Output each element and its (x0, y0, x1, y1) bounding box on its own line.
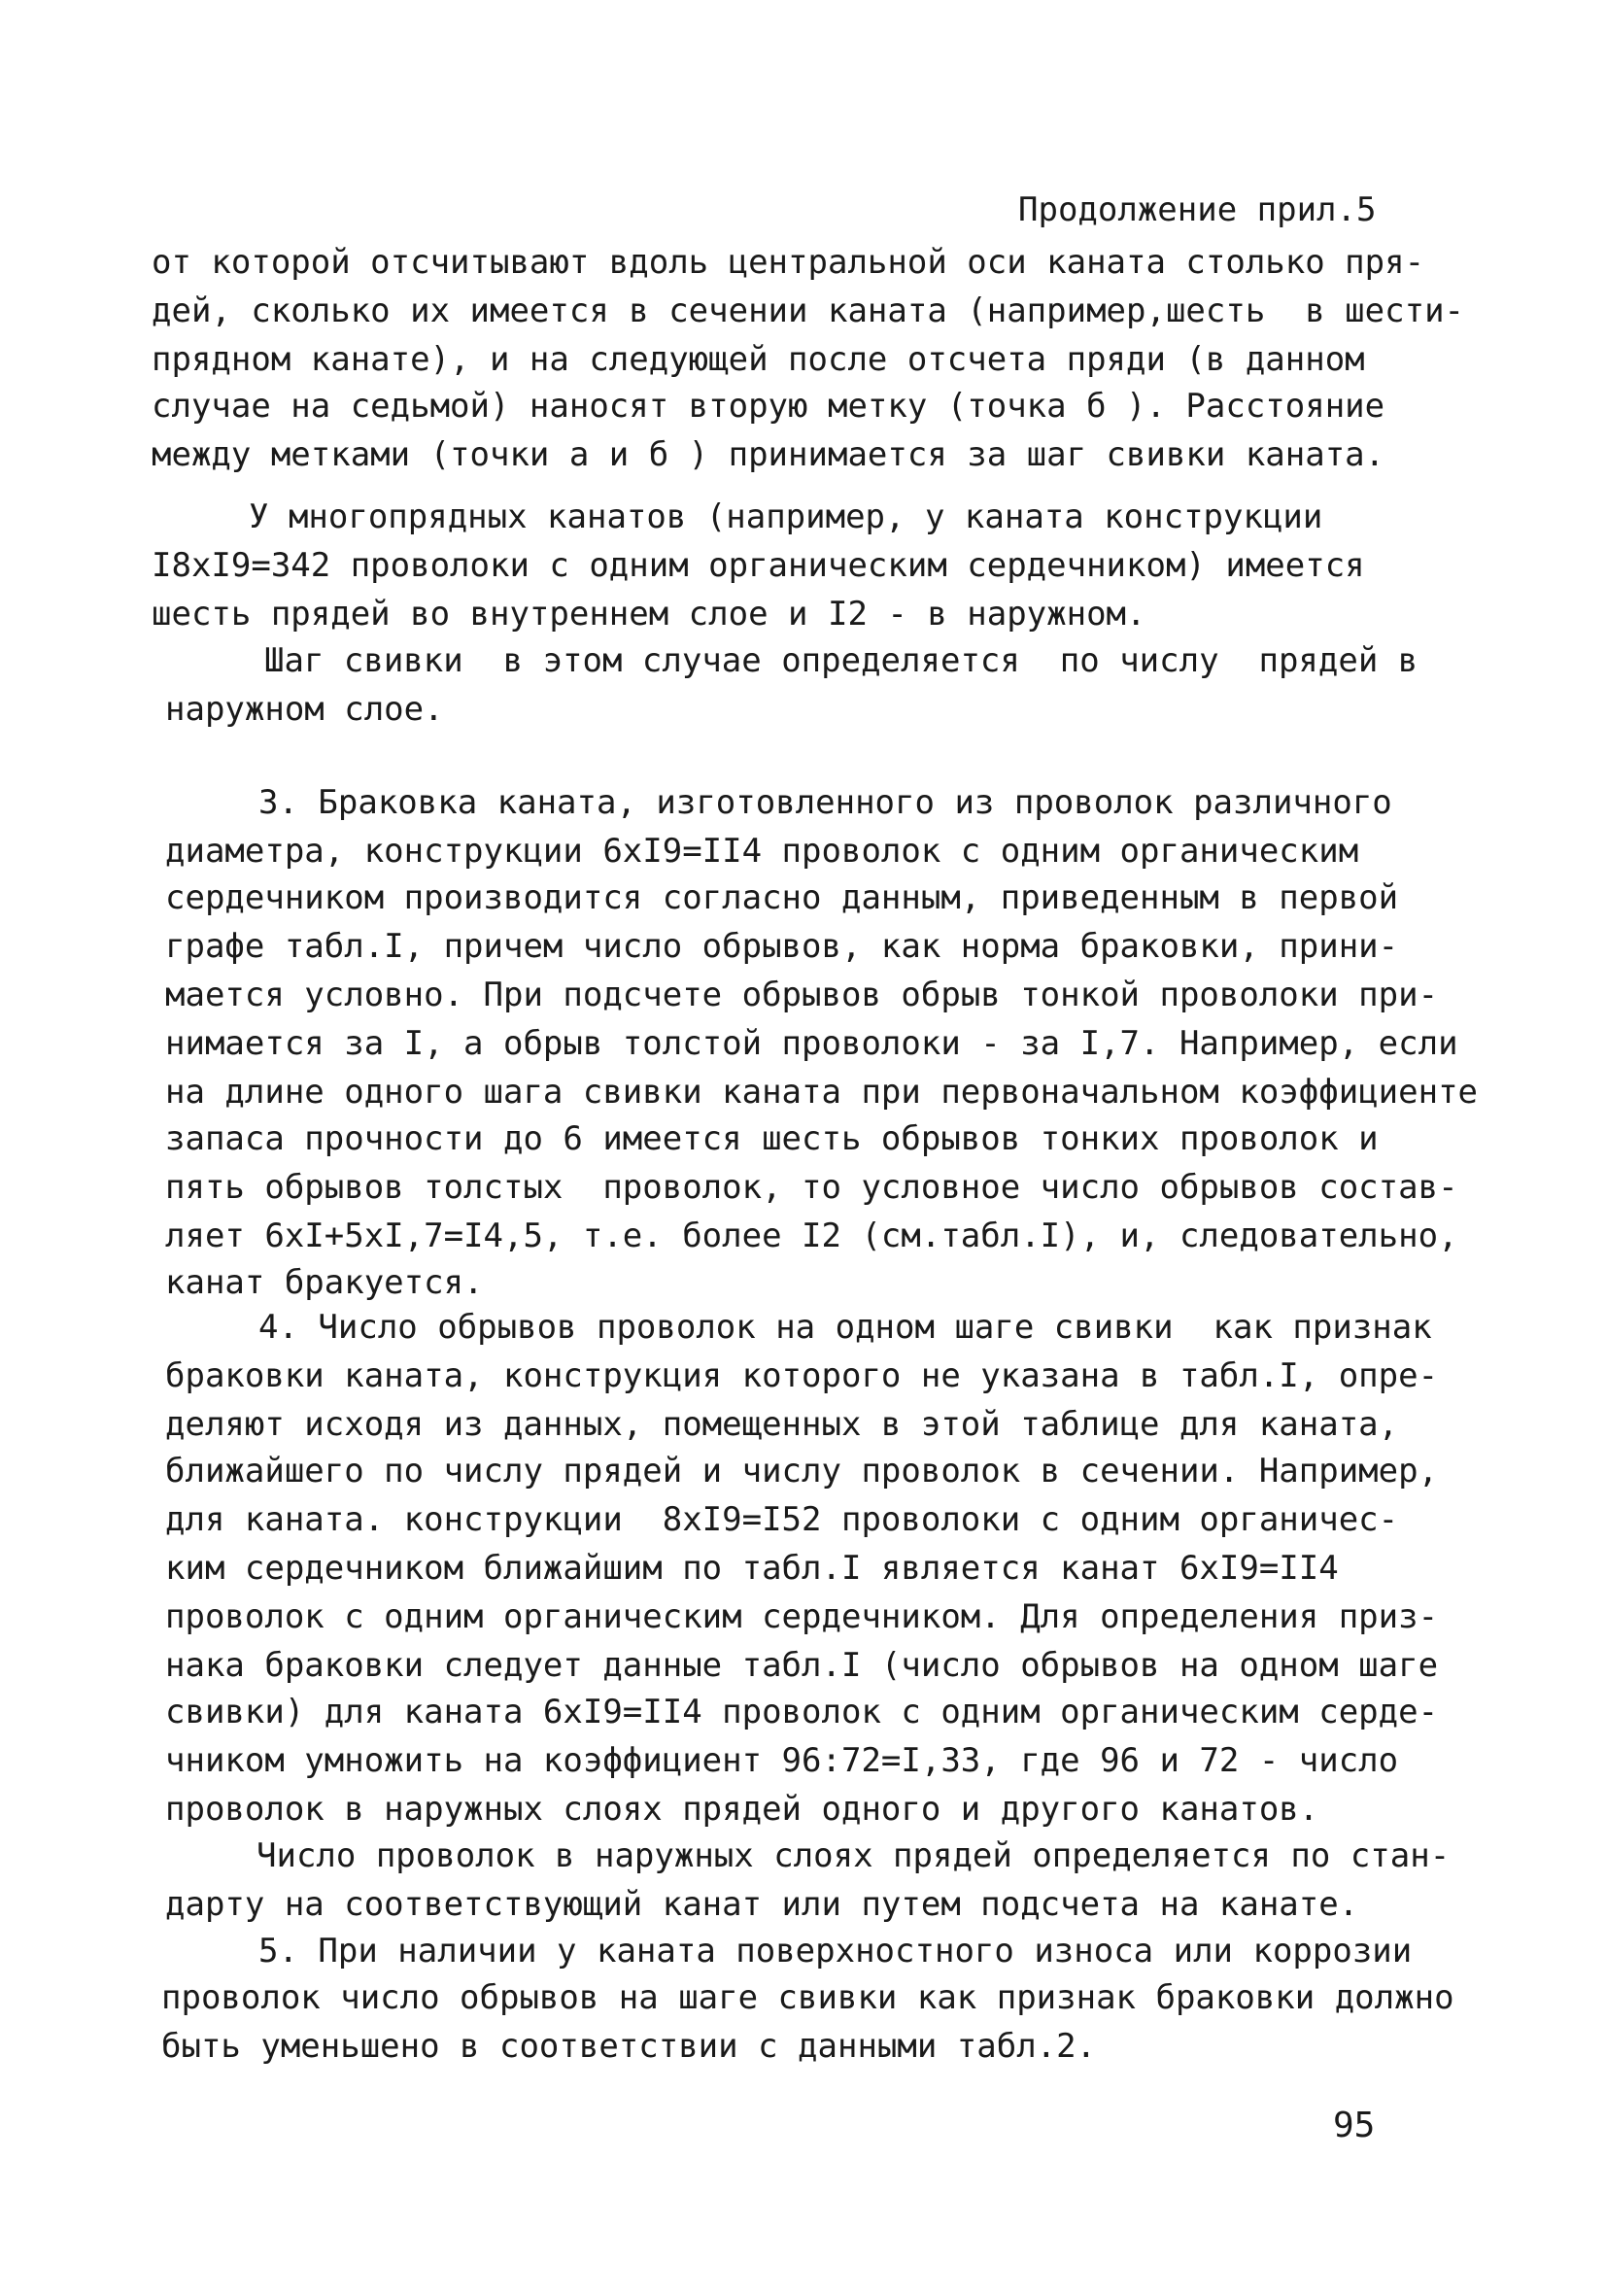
text-line: пять обрывов толстых проволок, то условное число обрывов состав- (165, 1168, 1458, 1207)
text-line: прядном канате), и на следующей после отсчета пряди (в данном (152, 340, 1365, 379)
text-line: дарту на соответствующий канат или путем подсчета на канате. (165, 1885, 1359, 1924)
text-line: проволок с одним органическим сердечником. Для определения приз- (165, 1597, 1439, 1636)
continuation-header: Продолжение прил.5 (1018, 190, 1377, 229)
text-line: запаса прочности до 6 имеется шесть обрывов тонких проволок и (165, 1119, 1379, 1158)
text-line: графе табл.I, причем число обрывов, как норма браковки, прини- (165, 927, 1399, 966)
text-line: 3. Браковка каната, изготовленного из проволок различного (258, 783, 1392, 822)
text-line: проволок в наружных слоях прядей одного и другого канатов. (165, 1790, 1319, 1829)
text-line: ким сердечником ближайшим по табл.I является канат 6xI9=II4 (165, 1549, 1339, 1588)
text-line: наружном слое. (165, 690, 444, 729)
text-line: шесть прядей во внутреннем слое и I2 - в наружном. (152, 595, 1146, 634)
text-line: Число проволок в наружных слоях прядей определяется по стан- (256, 1836, 1451, 1875)
page-number: 95 (1333, 2106, 1376, 2145)
text-line: сердечником производится согласно данным, приведенным в первой (165, 878, 1399, 917)
text-line: нимается за I, а обрыв толстой проволоки - за I,7. Например, если (165, 1024, 1458, 1063)
text-line: проволок число обрывов на шаге свивки как признак браковки должно (161, 1978, 1454, 2017)
text-line: I8xI9=342 проволоки с одним органическим сердечником) имеется (152, 546, 1365, 585)
text-line: канат бракуется. (165, 1263, 484, 1302)
text-line: деляют исходя из данных, помещенных в этой таблице для каната, (165, 1405, 1399, 1444)
text-line: чником умножить на коэффициент 96:72=I,33, где 96 и 72 - число (165, 1741, 1399, 1780)
text-line: браковки каната, конструкция которого не указана в табл.I, опре- (165, 1356, 1439, 1395)
text-line: на длине одного шага свивки каната при первоначальном коэффициенте (165, 1073, 1479, 1112)
text-line: свивки) для каната 6xI9=II4 проволок с одним органическим серде- (165, 1693, 1439, 1731)
text-line: случае на седьмой) наносят вторую метку (точка б ). Расстояние (152, 387, 1385, 426)
text-line: 5. При наличии у каната поверхностного износа или коррозии (258, 1932, 1413, 1970)
text-line: ближайшего по числу прядей и числу проволок в сечении. Например, (165, 1452, 1439, 1491)
text-line: нака браковки следует данные табл.I (число обрывов на одном шаге (165, 1646, 1439, 1685)
text-line: мается условно. При подсчете обрывов обрыв тонкой проволоки при- (165, 976, 1439, 1014)
text-line: 4. Число обрывов проволок на одном шаге свивки как признак (258, 1308, 1432, 1347)
text-line: У многопрядных канатов (например, у каната конструкции (249, 497, 1323, 536)
text-line: Шаг свивки в этом случае определяется по числу прядей в (264, 641, 1418, 680)
text-line: для каната. конструкции 8xI9=I52 проволоки с одним органичес- (165, 1500, 1399, 1539)
text-line: дей, сколько их имеется в сечении каната (например,шесть в шести- (152, 291, 1465, 330)
text-line: диаметра, конструкции 6xI9=II4 проволок с одним органическим (165, 832, 1359, 871)
text-line: между метками (точки а и б ) принимается за шаг свивки каната. (152, 435, 1385, 474)
text-line: от которой отсчитывают вдоль центральной оси каната столько пря- (152, 243, 1425, 282)
text-line: ляет 6xI+5xI,7=I4,5, т.е. более I2 (см.табл.I), и, следовательно, (165, 1217, 1458, 1255)
text-line: быть уменьшено в соответствии с данными табл.2. (161, 2027, 1097, 2066)
